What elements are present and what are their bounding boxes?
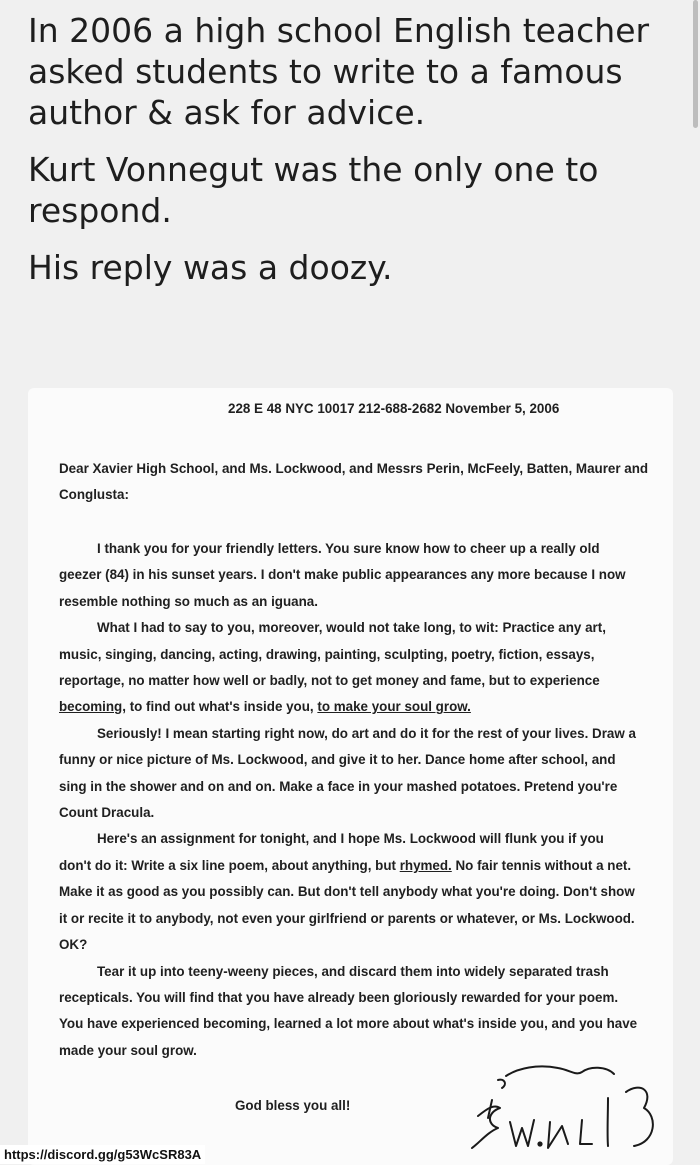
- letter-paragraph-1: I thank you for your friendly letters. You sure know how to cheer up a really old geezer (84) in his sunset years. I don't make public appearances any more because I now resemble nothing so much as an iguana.: [59, 541, 626, 609]
- letter-closing: God bless you all!: [235, 1098, 351, 1113]
- underlined-rhymed: rhymed.: [399, 857, 452, 873]
- letter-paragraph-2: [59, 615, 639, 721]
- letter-salutation: Dear Xavier High School, and Ms. Lockwood, and Messrs Perin, McFeely, Batten, Maurer and Conglusta:: [59, 461, 649, 502]
- letter-header: 228 E 48 NYC 10017 212-688-2682 November 5, 2006: [228, 401, 560, 416]
- letter-paragraph-4: [59, 826, 639, 958]
- letter-paragraph-4-text-a: Here's an assignment for tonight, and I hope Ms. Lockwood will flunk you if you don't do it: Write a six line poem, about anything, but: [59, 831, 604, 873]
- underlined-soul-grow: to make your soul grow.: [317, 699, 471, 715]
- letter-body: [59, 536, 639, 1064]
- intro-paragraph-3: His reply was a doozy.: [28, 248, 393, 287]
- letter-paragraph-3: Seriously! I mean starting right now, do art and do it for the rest of your lives. Draw a funny or nice picture of Ms. Lockwood, and give it to her. Dance home after school, and sing in the shower and on and on. Make a face in your mashed potatoes. Pretend you're Count Dracula.: [59, 725, 636, 821]
- intro-text: [28, 10, 678, 304]
- letter-paragraph-2-text-a: What I had to say to you, moreover, would not take long, to wit: Practice any art, music, singing, dancing, acting, drawing, painting, sculpting, poetry, fiction, essays, reportage, no matter how well or badly, not to get money and fame, but to experience: [59, 620, 606, 689]
- signature-drawing: [458, 1058, 673, 1158]
- letter-paragraph-5: Tear it up into teeny-weeny pieces, and discard them into widely separated trash recepticals. You will find that you have already been gloriously rewarded for your poem. You have experienced becoming, learned a lot more about what's inside you, and you have made your soul grow.: [59, 963, 638, 1058]
- footer-link[interactable]: https://discord.gg/g53WcSR83A: [0, 1145, 205, 1164]
- letter-paragraph-2-text-b: to find out what's inside you,: [125, 699, 318, 715]
- letter-paragraph-4-text-b: No fair tennis without a net. Make it as good as you possibly can. But don't tell anybody what you're doing. Don't show it or recite it to anybody, not even your girlfriend or parents or whatever, or Ms. Lockwood. OK?: [59, 857, 635, 953]
- intro-paragraph-1: In 2006 a high school English teacher asked students to write to a famous author & ask for advice.: [28, 11, 650, 132]
- intro-paragraph-2: Kurt Vonnegut was the only one to respond.: [28, 150, 599, 230]
- letter-image: [28, 388, 673, 1165]
- underlined-becoming: becoming,: [59, 699, 126, 715]
- scrollbar[interactable]: [693, 0, 698, 128]
